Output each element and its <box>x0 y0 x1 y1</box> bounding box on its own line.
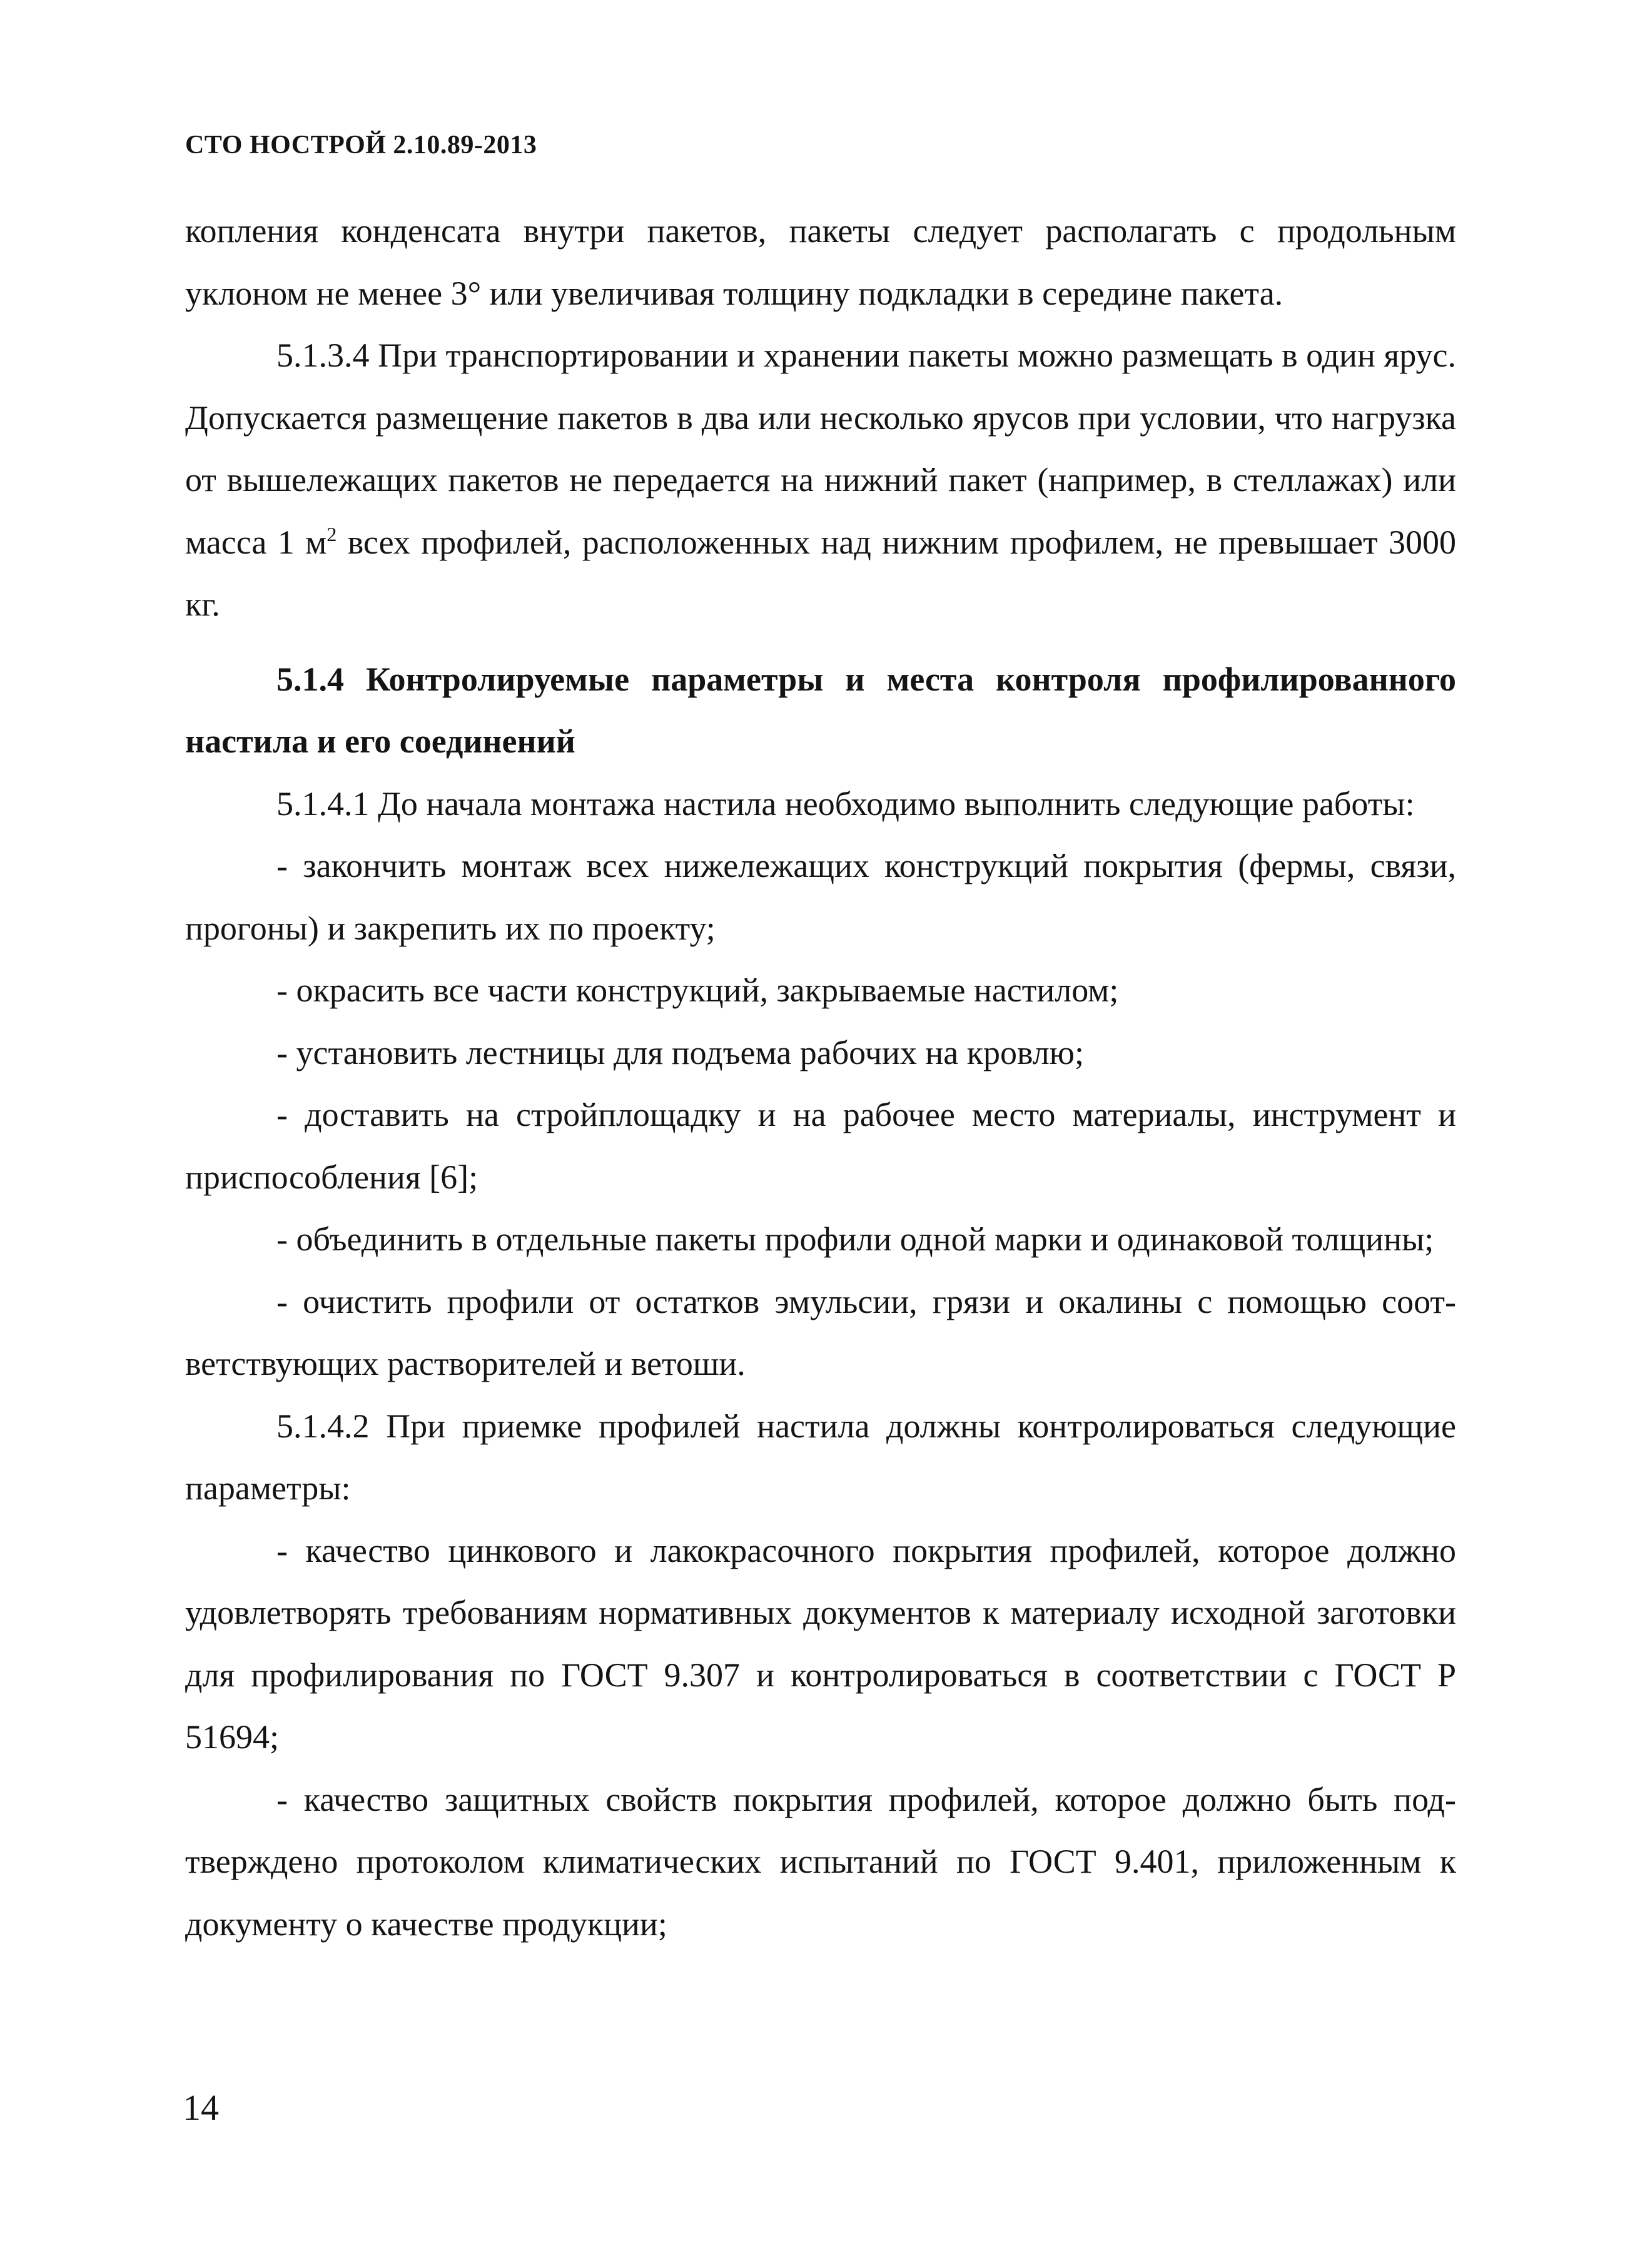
list-item: - объединить в отдельные пакеты профили одной марки и одинаковой толщины; <box>276 1220 1434 1258</box>
paragraph-5-1-4-1: 5.1.4.1 До начала монтажа настила необходимо выполнить следующие работы: <box>276 784 1415 823</box>
list-item: - очистить профили от остатков эмульсии, грязи и окалины с помощью соответствующих растворителей и ветоши. <box>185 1282 1456 1382</box>
document-code-header: СТО НОСТРОЙ 2.10.89-2013 <box>185 131 537 159</box>
list-item: - закончить монтаж всех нижележащих конструкций покрытия (фермы, связи, прогоны) и закрепить их по проекту; <box>185 847 1456 947</box>
list-item: - установить лестницы для подъема рабочих на кровлю; <box>276 1033 1085 1071</box>
paragraph-continuation: копления конденсата внутри пакетов, пакеты следует располагать с продольным уклоном не менее 3° или увеличивая толщину подкладки в середине пакета. <box>185 212 1456 312</box>
paragraph-text-end: всех профилей, расположенных над нижним профилем, не превышает 3000 кг. <box>185 523 1456 623</box>
paragraph-5-1-3-4 <box>185 325 1456 636</box>
list-item: - окрасить все части конструкций, закрываемые настилом; <box>276 971 1119 1009</box>
paragraph-text-start: 5.1.3.4 При транспортировании и хранении пакеты можно размещать в один ярус. Допускается размещение пакетов в два или несколько ярусов при условии, что нагрузка от вышележащих пакетов не передается на нижний пакет (например, в стеллажах) или масса 1 м <box>185 337 1456 561</box>
superscript: 2 <box>327 522 337 545</box>
list-item: - доставить на стройплощадку и на рабочее место материалы, инструмент и приспособления [6]; <box>185 1096 1456 1196</box>
paragraph-5-1-4-2: 5.1.4.2 При приемке профилей настила должны контролироваться следующие параметры: <box>185 1407 1456 1507</box>
page-number: 14 <box>183 2087 219 2128</box>
section-heading-5-1-4: 5.1.4 Контролируемые параметры и места контроля профилированного настила и его соединений <box>185 660 1456 760</box>
document-body <box>185 200 1456 1955</box>
list-item: - качество защитных свойств покрытия профилей, которое должно быть подтверждено протоколом климатических испытаний по ГОСТ 9.401, приложенным к документу о качестве продукции; <box>185 1780 1456 1943</box>
list-item: - качество цинкового и лакокрасочного покрытия профилей, которое должно удовлетворять требованиям нормативных документов к материалу исходной заготовки для профилирования по ГОСТ 9.307 и контролироваться в соответствии с ГОСТ Р 51694; <box>185 1531 1456 1756</box>
